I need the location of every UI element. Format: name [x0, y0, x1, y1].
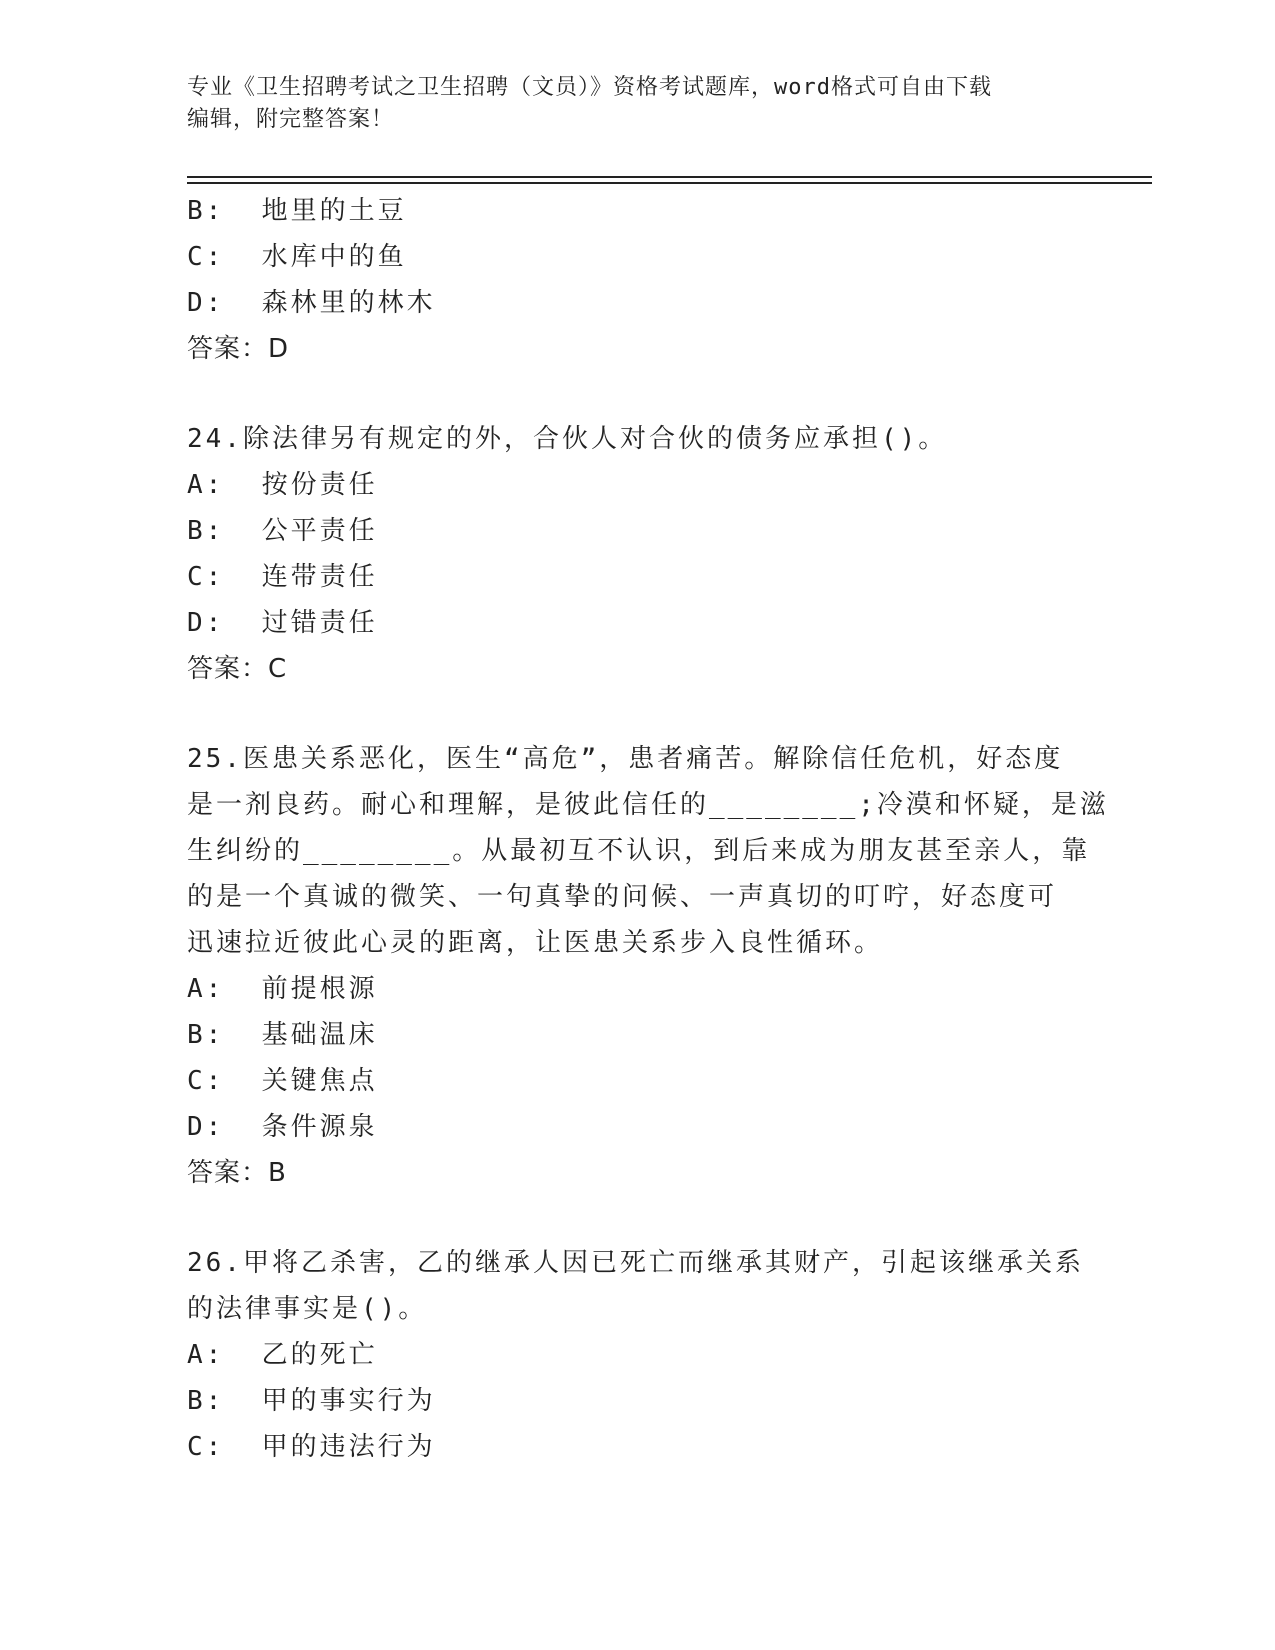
option-c: C: 甲的违法行为	[187, 1432, 436, 1462]
answer-line: 答案：B	[187, 1158, 287, 1188]
header-line-1: 专业《卫生招聘考试之卫生招聘（文员）》资格考试题库，word格式可自由下载	[187, 75, 992, 100]
question-stem: 24.除法律另有规定的外，合伙人对合伙的债务应承担()。	[187, 424, 948, 454]
option-d: D: 过错责任	[187, 608, 378, 638]
question-26	[187, 1240, 1087, 1470]
option-d: D: 条件源泉	[187, 1112, 378, 1142]
option-b: B: 甲的事实行为	[187, 1386, 436, 1416]
option-b: B: 基础温床	[187, 1020, 378, 1050]
question-list	[187, 188, 1109, 1470]
option-b: B: 公平责任	[187, 516, 378, 546]
question-stem-line: 生纠纷的________。从最初互不认识，到后来成为朋友甚至亲人，靠	[187, 836, 1091, 866]
header-divider-top	[187, 176, 1152, 178]
option-a: A: 按份责任	[187, 470, 378, 500]
question-stem-line: 的法律事实是()。	[187, 1294, 428, 1324]
header-line-2: 编辑，附完整答案！	[187, 107, 395, 132]
option-b: B: 地里的土豆	[187, 196, 407, 226]
option-c: C: 连带责任	[187, 562, 378, 592]
document-header	[187, 72, 1067, 136]
header-divider-bottom	[187, 182, 1152, 184]
question-stem-line: 26.甲将乙杀害，乙的继承人因已死亡而继承其财产，引起该继承关系	[187, 1248, 1084, 1278]
option-a: A: 乙的死亡	[187, 1340, 378, 1370]
option-c: C: 关键焦点	[187, 1066, 378, 1096]
question-stem-line: 迅速拉近彼此心灵的距离，让医患关系步入良性循环。	[187, 928, 884, 958]
answer-line: 答案：D	[187, 334, 290, 364]
option-a: A: 前提根源	[187, 974, 378, 1004]
question-stem-line: 的是一个真诚的微笑、一句真挚的问候、一声真切的叮咛，好态度可	[187, 882, 1058, 912]
question-24	[187, 416, 1087, 692]
question-stem-line: 是一剂良药。耐心和理解，是彼此信任的________;冷漠和怀疑，是滋	[187, 790, 1109, 820]
question-25	[187, 736, 1109, 1196]
question-stem-line: 25.医患关系恶化，医生“高危”，患者痛苦。解除信任危机，好态度	[187, 744, 1064, 774]
question-23	[187, 188, 1087, 372]
answer-line: 答案：C	[187, 654, 288, 684]
option-d: D: 森林里的林木	[187, 288, 436, 318]
option-c: C: 水库中的鱼	[187, 242, 407, 272]
